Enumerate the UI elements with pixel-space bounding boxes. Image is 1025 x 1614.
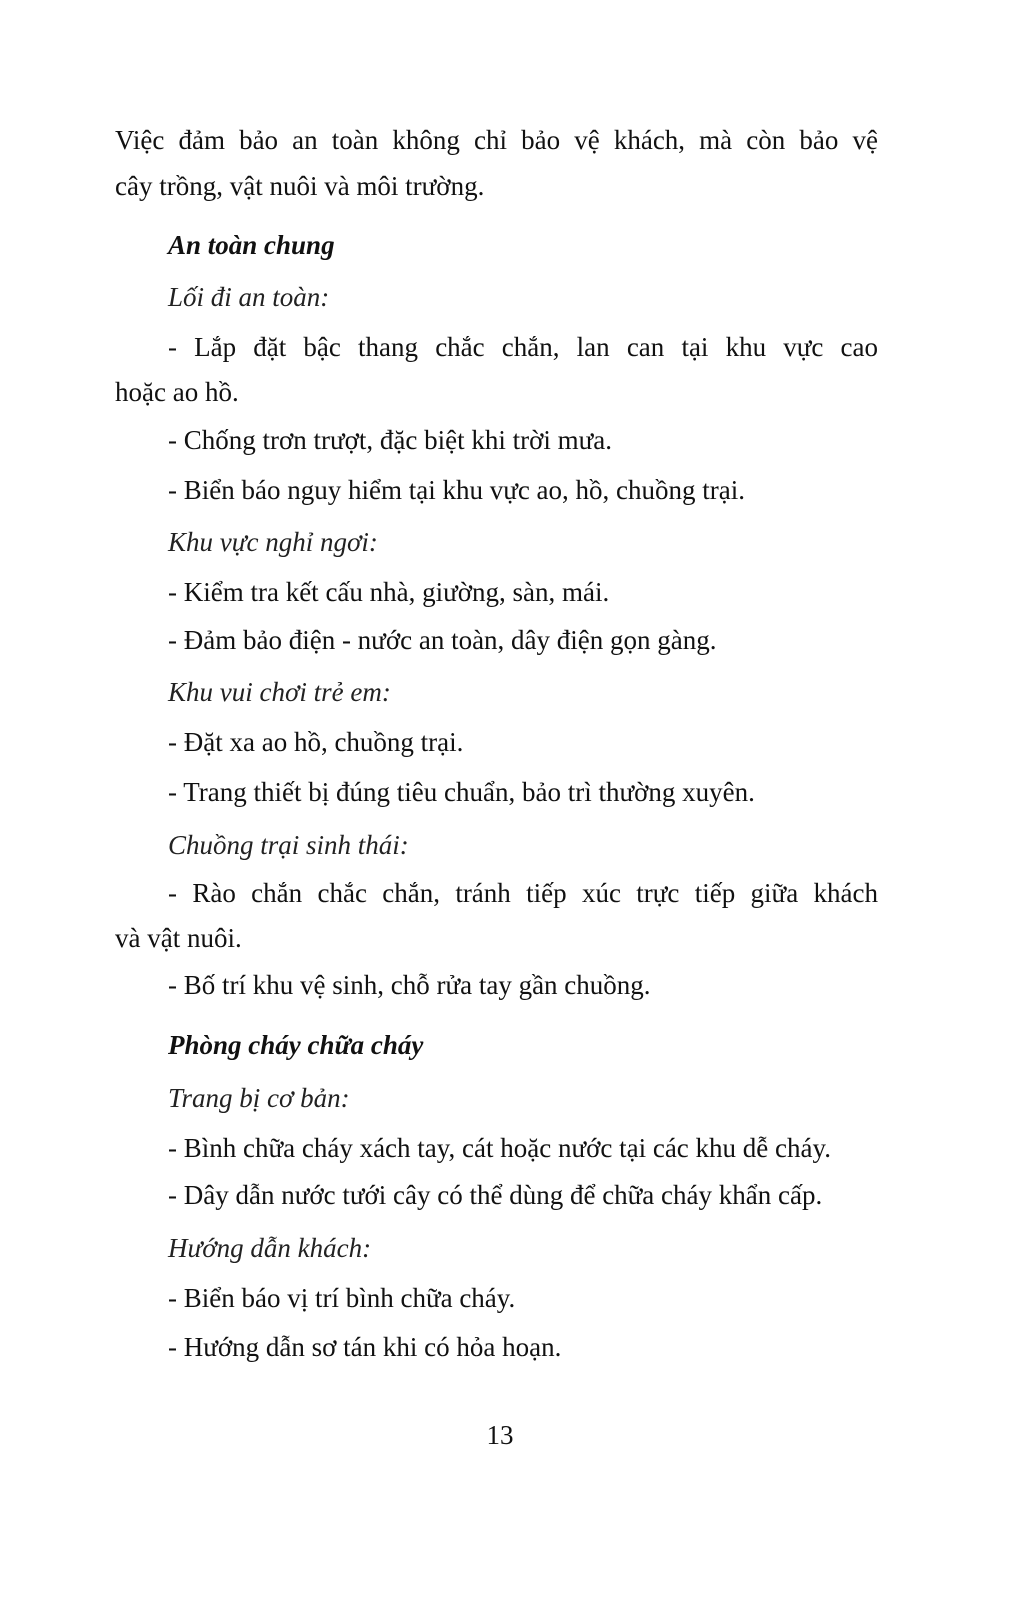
list-item: - Bình chữa cháy xách tay, cát hoặc nước tại các khu dễ cháy.: [168, 1133, 831, 1163]
list-item: - Đảm bảo điện - nước an toàn, dây điện gọn gàng.: [168, 625, 717, 655]
section-heading: Phòng cháy chữa cháy: [168, 1030, 424, 1060]
subheading: Khu vui chơi trẻ em:: [168, 677, 391, 707]
list-item: - Dây dẫn nước tưới cây có thể dùng để chữa cháy khẩn cấp.: [168, 1180, 823, 1210]
subheading: Hướng dẫn khách:: [168, 1233, 372, 1263]
list-item: - Rào chắn chắc chắn, tránh tiếp xúc trực tiếp giữa khách: [168, 878, 878, 908]
list-item: - Lắp đặt bậc thang chắc chắn, lan can tại khu vực cao: [168, 332, 878, 362]
list-item: - Trang thiết bị đúng tiêu chuẩn, bảo trì thường xuyên.: [168, 777, 755, 807]
page-number: 13: [486, 1420, 514, 1450]
list-item: - Biển báo nguy hiểm tại khu vực ao, hồ, chuồng trại.: [168, 475, 746, 505]
subheading: Chuồng trại sinh thái:: [168, 830, 409, 860]
list-item: - Hướng dẫn sơ tán khi có hỏa hoạn.: [168, 1332, 562, 1362]
text-line: cây trồng, vật nuôi và môi trường.: [115, 171, 485, 201]
subheading: Khu vực nghỉ ngơi:: [168, 527, 378, 557]
list-item-continuation: hoặc ao hồ.: [115, 377, 239, 407]
list-item: - Đặt xa ao hồ, chuồng trại.: [168, 727, 464, 757]
list-item: - Kiểm tra kết cấu nhà, giường, sàn, mái.: [168, 577, 610, 607]
subheading: Lối đi an toàn:: [168, 282, 330, 312]
subheading: Trang bị cơ bản:: [168, 1083, 350, 1113]
section-heading: An toàn chung: [168, 230, 335, 260]
text-line: Việc đảm bảo an toàn không chỉ bảo vệ khách, mà còn bảo vệ: [115, 125, 878, 155]
list-item: - Bố trí khu vệ sinh, chỗ rửa tay gần chuồng.: [168, 970, 651, 1000]
list-item-continuation: và vật nuôi.: [115, 923, 242, 953]
list-item: - Chống trơn trượt, đặc biệt khi trời mưa.: [168, 425, 613, 455]
list-item: - Biển báo vị trí bình chữa cháy.: [168, 1283, 516, 1313]
